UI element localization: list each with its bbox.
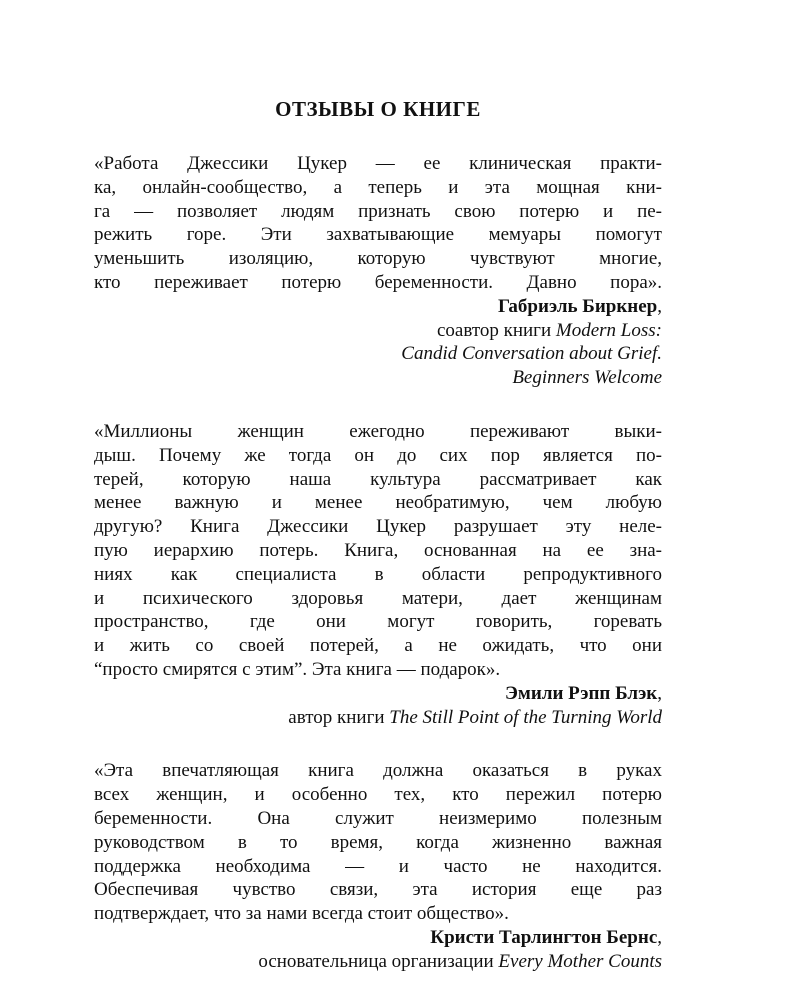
book-page bbox=[94, 94, 662, 974]
review-author bbox=[94, 926, 662, 950]
review-line: терей, которую наша культура рассматривает как bbox=[94, 468, 662, 490]
review-line: «Работа Джессики Цукер — ее клиническая практи- bbox=[94, 153, 662, 174]
review-line: ка, онлайн-сообщество, а теперь и эта мощная кни- bbox=[94, 176, 662, 198]
author-name: Габриэль Биркнер bbox=[498, 295, 658, 317]
book-title: The Still Point of the Turning World bbox=[389, 706, 662, 728]
review-author bbox=[94, 682, 662, 706]
author-role bbox=[94, 319, 662, 343]
review-line: руководством в то время, когда жизненно важная bbox=[94, 831, 662, 853]
book-title: Modern Loss: bbox=[555, 319, 662, 341]
review-line: и психического здоровья матери, дает женщинам bbox=[94, 587, 662, 609]
author-role bbox=[94, 950, 662, 974]
review-line: режить горе. Эти захватывающие мемуары помогут bbox=[94, 224, 662, 246]
review-line: “просто смирятся с этим”. Эта книга — подарок». bbox=[94, 658, 501, 680]
review-line: пространство, где они могут говорить, горевать bbox=[94, 611, 662, 633]
review-2 bbox=[94, 420, 662, 729]
author-role bbox=[94, 706, 662, 730]
review-line: уменьшить изоляцию, которую чувствуют многие, bbox=[94, 248, 662, 270]
book-title: Every Mother Counts bbox=[498, 950, 662, 972]
review-line: ниях как специалиста в области репродуктивного bbox=[94, 563, 662, 585]
review-author bbox=[94, 295, 662, 319]
role-prefix: автор книги bbox=[288, 706, 390, 728]
author-suffix: , bbox=[657, 926, 662, 948]
book-title: Beginners Welcome bbox=[512, 367, 662, 389]
role-prefix: основательница организации bbox=[258, 950, 499, 972]
author-name: Эмили Рэпп Блэк bbox=[505, 682, 658, 704]
review-line: беременности. Она служит неизмеримо полезным bbox=[94, 807, 662, 829]
review-line: всех женщин, и особенно тех, кто пережил потерю bbox=[94, 784, 662, 806]
author-suffix: , bbox=[657, 682, 662, 704]
book-title: Candid Conversation about Grief. bbox=[401, 343, 662, 365]
review-line: Обеспечивая чувство связи, эта история еще раз bbox=[94, 879, 662, 901]
review-line: поддержка необходима — и часто не находится. bbox=[94, 855, 662, 877]
author-role-cont bbox=[94, 342, 662, 366]
review-line: и жить со своей потерей, а не ожидать, что они bbox=[94, 635, 662, 657]
review-line: другую? Книга Джессики Цукер разрушает эту неле- bbox=[94, 516, 662, 538]
author-role-cont bbox=[94, 366, 662, 390]
review-line: га — позволяет людям признать свою потерю и пе- bbox=[94, 200, 662, 222]
review-line: кто переживает потерю беременности. Давно пора». bbox=[94, 271, 662, 293]
author-suffix: , bbox=[657, 295, 662, 317]
page-heading: ОТЗЫВЫ О КНИГЕ bbox=[275, 97, 481, 121]
role-prefix: соавтор книги bbox=[436, 319, 556, 341]
review-line: «Эта впечатляющая книга должна оказаться в руках bbox=[94, 760, 662, 782]
author-name: Кристи Тарлингтон Бернс bbox=[430, 926, 658, 948]
review-line: «Миллионы женщин ежегодно переживают выки- bbox=[94, 420, 662, 442]
review-line: пую иерархию потерь. Книга, основанная на ее зна- bbox=[94, 539, 662, 561]
review-line: подтверждает, что за нами всегда стоит общество». bbox=[94, 903, 509, 925]
review-line: менее важную и менее необратимую, чем любую bbox=[94, 492, 662, 514]
review-3 bbox=[94, 759, 662, 973]
review-line: дыш. Почему же тогда он до сих пор является по- bbox=[94, 444, 662, 466]
review-1 bbox=[94, 152, 662, 390]
